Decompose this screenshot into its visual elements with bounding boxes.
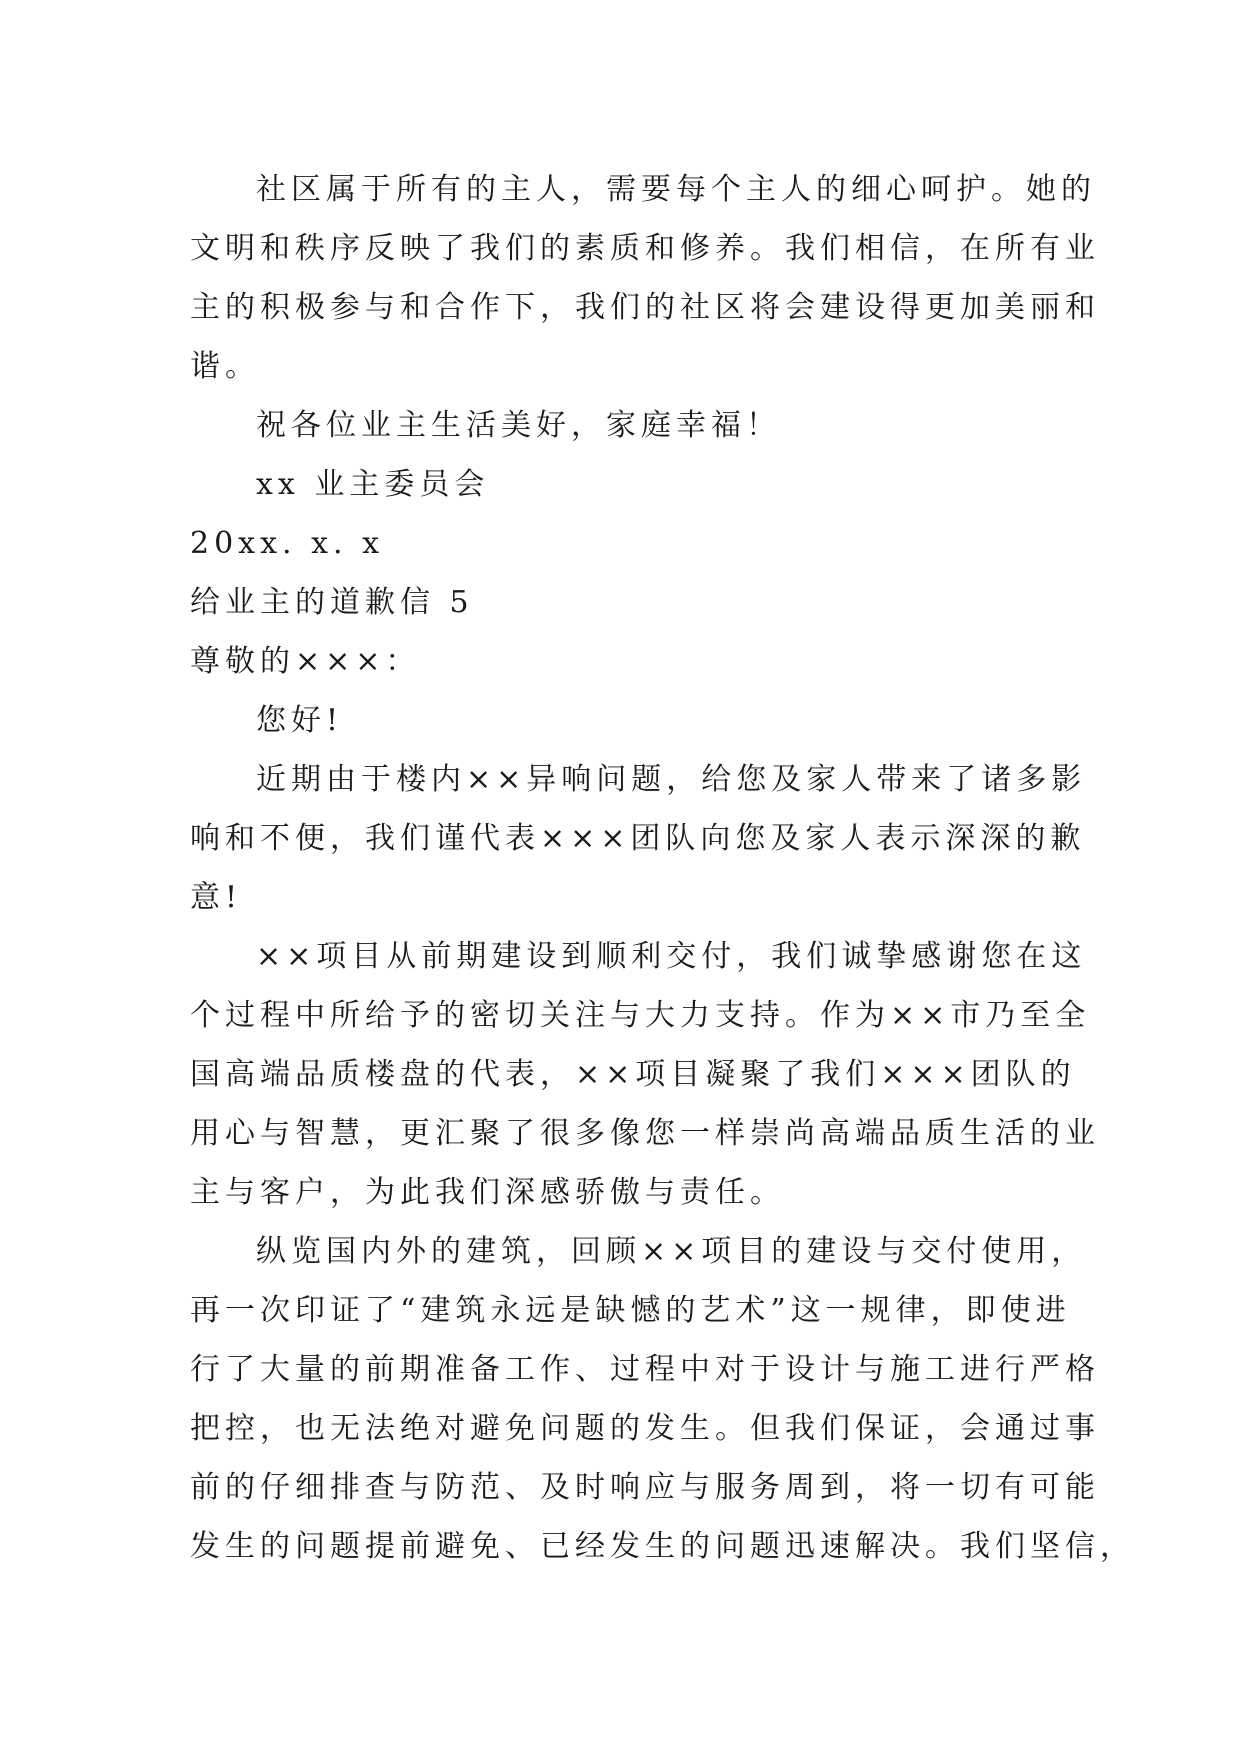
- text-line: ××项目从前期建设到顺利交付，我们诚挚感谢您在这: [256, 939, 1087, 974]
- text-line: 文明和秩序反映了我们的素质和修养。我们相信，在所有业: [190, 231, 1100, 266]
- text-line: 再一次印证了“建筑永远是缺憾的艺术”这一规律，即使进: [190, 1293, 1071, 1328]
- text-line: 响和不便，我们谨代表×××团队向您及家人表示深深的歉: [190, 821, 1086, 856]
- text-line: 前的仔细排查与防范、及时响应与服务周到，将一切有可能: [190, 1470, 1100, 1505]
- text-line: 发生的问题提前避免、已经发生的问题迅速解决。我们坚信，: [190, 1529, 1135, 1564]
- greeting-line: 祝各位业主生活美好，家庭幸福！: [256, 408, 781, 443]
- text-line: 国高端品质楼盘的代表，××项目凝聚了我们×××团队的: [190, 1057, 1076, 1092]
- letter-title: 给业主的道歉信 5: [190, 585, 474, 620]
- opening-line: 您好!: [256, 703, 344, 738]
- signature-line: xx 业主委员会: [256, 467, 490, 502]
- text-line: 把控，也无法绝对避免问题的发生。但我们保证，会通过事: [190, 1411, 1100, 1446]
- text-line: 近期由于楼内××异响问题，给您及家人带来了诸多影: [256, 762, 1087, 797]
- text-line: 行了大量的前期准备工作、过程中对于设计与施工进行严格: [190, 1352, 1100, 1387]
- text-line: 个过程中所给予的密切关注与大力支持。作为××市乃至全: [190, 998, 1091, 1033]
- text-line: 意!: [190, 880, 243, 915]
- document-body: [190, 160, 1135, 1576]
- text-line: 社区属于所有的主人，需要每个主人的细心呵护。她的: [256, 172, 1096, 207]
- text-line: 主的积极参与和合作下，我们的社区将会建设得更加美丽和: [190, 290, 1100, 325]
- text-line: 主与客户，为此我们深感骄傲与责任。: [190, 1175, 785, 1210]
- date-line: 20xx. x. x: [190, 526, 384, 561]
- text-line: 谐。: [190, 349, 260, 384]
- text-line: 纵览国内外的建筑，回顾××项目的建设与交付使用，: [256, 1234, 1087, 1269]
- salutation-line: 尊敬的×××：: [190, 644, 421, 679]
- text-line: 用心与智慧，更汇聚了很多像您一样崇尚高端品质生活的业: [190, 1116, 1100, 1151]
